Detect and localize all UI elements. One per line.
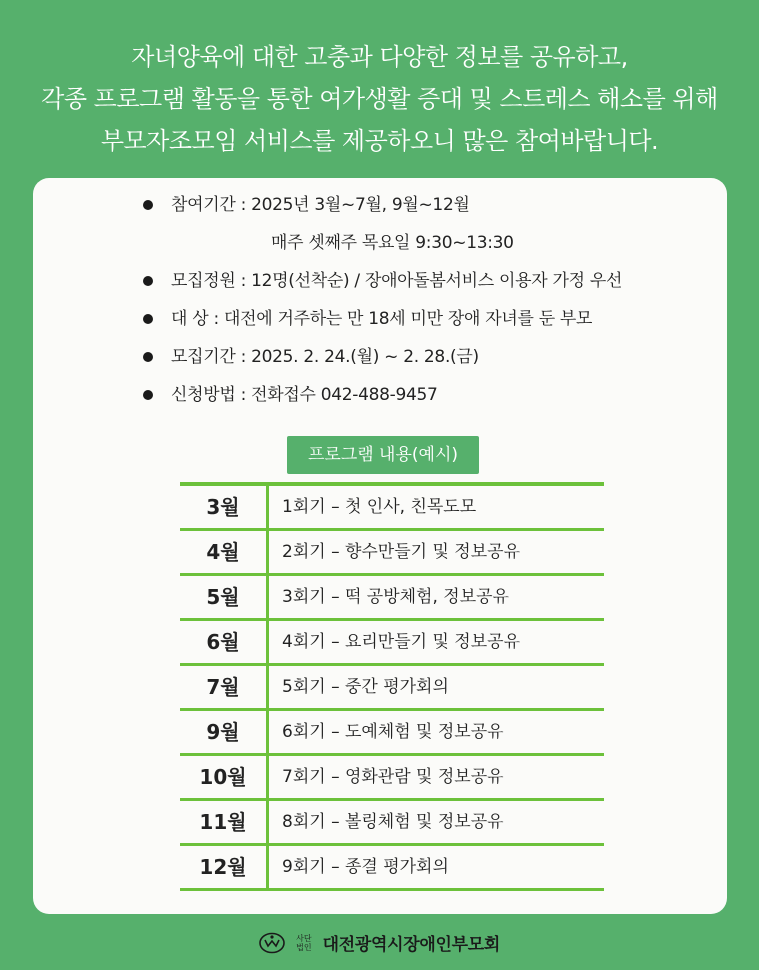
table-row bbox=[180, 531, 604, 576]
bullet-icon bbox=[143, 200, 153, 210]
row-desc: 9회기 – 종결 평가회의 bbox=[282, 857, 449, 877]
info-item-apply: 신청방법 : 전화접수 042-488-9457 bbox=[143, 376, 703, 414]
row-month: 9월 bbox=[180, 711, 269, 753]
row-month: 6월 bbox=[180, 621, 269, 663]
row-month: 7월 bbox=[180, 666, 269, 708]
row-month: 11월 bbox=[180, 801, 269, 843]
row-month: 3월 bbox=[180, 486, 269, 528]
info-item-recruit: 모집기간 : 2025. 2. 24.(월) ~ 2. 28.(금) bbox=[143, 338, 703, 376]
table-row bbox=[180, 576, 604, 621]
program-table bbox=[180, 482, 604, 891]
info-list bbox=[143, 186, 703, 414]
org-logo-icon bbox=[259, 932, 285, 954]
row-desc: 3회기 – 떡 공방체험, 정보공유 bbox=[282, 587, 509, 607]
row-desc: 4회기 – 요리만들기 및 정보공유 bbox=[282, 632, 520, 652]
table-row bbox=[180, 846, 604, 891]
header-line-1: 자녀양육에 대한 고충과 다양한 정보를 공유하고, bbox=[131, 43, 628, 71]
row-desc: 6회기 – 도예체험 및 정보공유 bbox=[282, 722, 504, 742]
row-desc: 8회기 – 볼링체험 및 정보공유 bbox=[282, 812, 504, 832]
bullet-icon bbox=[143, 314, 153, 324]
bullet-icon bbox=[143, 390, 153, 400]
table-row bbox=[180, 621, 604, 666]
row-month: 10월 bbox=[180, 756, 269, 798]
header-line-3: 부모자조모임 서비스를 제공하오니 많은 참여바랍니다. bbox=[100, 127, 659, 155]
bullet-icon bbox=[143, 352, 153, 362]
table-row bbox=[180, 756, 604, 801]
row-desc: 7회기 – 영화관람 및 정보공유 bbox=[282, 767, 504, 787]
table-row bbox=[180, 711, 604, 756]
row-desc: 5회기 – 중간 평가회의 bbox=[282, 677, 449, 697]
footer-org bbox=[0, 930, 759, 966]
row-month: 12월 bbox=[180, 846, 269, 888]
info-item-capacity: 모집정원 : 12명(선착순) / 장애아돌봄서비스 이용자 가정 우선 bbox=[143, 262, 703, 300]
bullet-icon bbox=[143, 276, 153, 286]
row-month: 5월 bbox=[180, 576, 269, 618]
info-card bbox=[33, 178, 727, 914]
table-row bbox=[180, 666, 604, 711]
table-row bbox=[180, 801, 604, 846]
info-item-target: 대 상 : 대전에 거주하는 만 18세 미만 장애 자녀를 둔 부모 bbox=[143, 300, 703, 338]
info-item-period-detail: 매주 셋째주 목요일 9:30~13:30 bbox=[271, 233, 514, 253]
info-item-period: 참여기간 : 2025년 3월~7월, 9월~12월 bbox=[143, 186, 703, 224]
row-desc: 1회기 – 첫 인사, 친목도모 bbox=[282, 497, 477, 517]
row-desc: 2회기 – 향수만들기 및 정보공유 bbox=[282, 542, 520, 562]
program-title-badge: 프로그램 내용(예시) bbox=[287, 436, 479, 474]
table-row bbox=[180, 486, 604, 531]
header-line-2: 각종 프로그램 활동을 통한 여가생활 증대 및 스트레스 해소를 위해 bbox=[41, 85, 718, 113]
org-name: 대전광역시장애인부모회 bbox=[322, 935, 500, 955]
header-message bbox=[0, 36, 759, 162]
legal-entity-label: 사단 법인 bbox=[296, 933, 312, 952]
row-month: 4월 bbox=[180, 531, 269, 573]
